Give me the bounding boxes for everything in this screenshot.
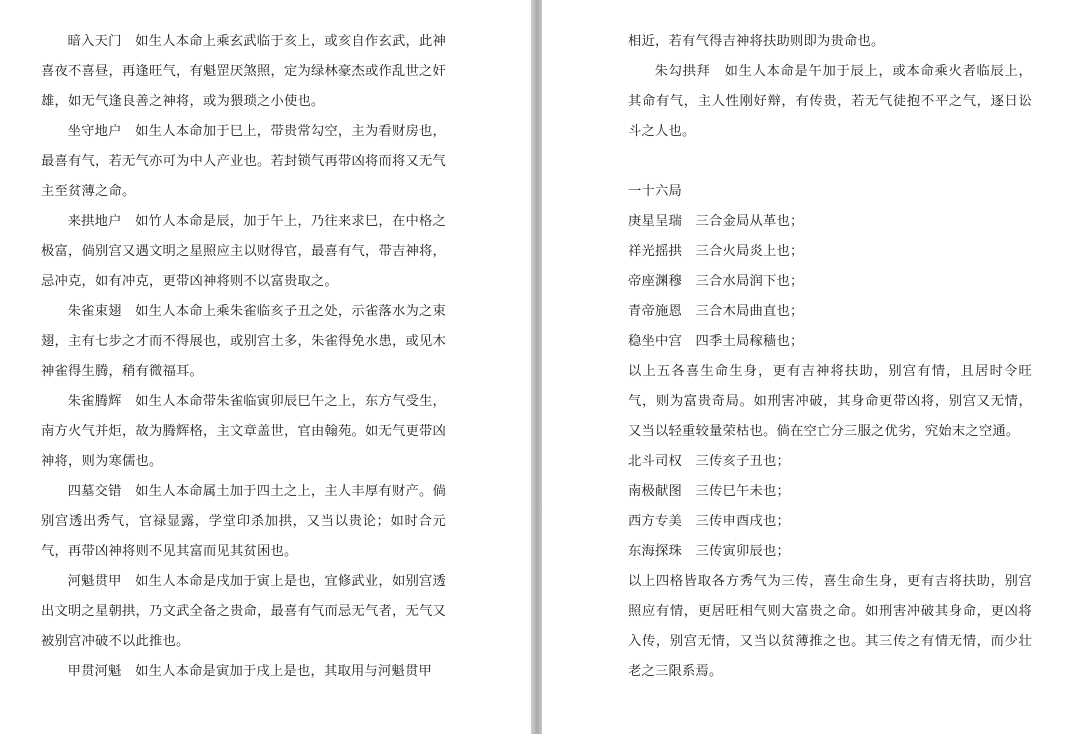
paragraph-lai-gong-di-hu: 来拱地户 如竹人本命是辰，加于午上，乃往来求巳，在中格之极富，倘别宫又遇文明之星照应主以财得官，最喜有气，带吉神将，忌冲克，如有冲克，更带凶神将则不以富贵取之。 [41,214,446,289]
entry-item: 祥光摇拱 三合火局炎上也； [628,244,804,259]
blank-line [628,147,1032,177]
paragraph-an-ru-tian-men: 暗入天门 如生人本命上乘玄武临于亥上，或亥自作玄武，此神喜夜不喜昼，再逢旺气，有魁罡厌煞照，定为绿林豪杰或作乱世之奸雄，如无气逢良善之神将，或为猥琐之小使也。 [41,34,446,109]
entry-item: 庚星呈瑞 三合金局从革也； [628,214,804,229]
paragraph-zhu-que-teng-hui: 朱雀腾辉 如生人本命带朱雀临寅卯辰巳午之上，东方气受生，南方火气并炬，故为腾辉格，主文章盖世，官由翰苑。如无气更带凶神将，则为寒儒也。 [41,394,446,469]
left-text-block [41,27,446,687]
entry-item: 东海探珠 三传寅卯辰也； [628,544,790,559]
left-page [0,0,531,734]
paragraph-zhu-gou-gong-bai: 朱勾拱拜 如生人本命是午加于辰上，或本命乘火者临辰上，其命有气，主人性刚好辩，有传贵，若无气徒抱不平之气，逐日讼斗之人也。 [628,64,1032,139]
summary-paragraph: 以上五各喜生命生身，更有吉神将扶助，别宫有情，且居时令旺气，则为富贵奇局。如刑害冲破，其身命更带凶将，别宫又无情，又当以轻重较量荣枯也。倘在空亡分三服之优劣，究始末之空通。 [628,364,1032,439]
summary-paragraph: 以上四格皆取各方秀气为三传，喜生命生身，更有吉将扶助，别宫照应有情，更居旺相气则大富贵之命。如刑害冲破其身命，更凶将入传，别宫无情，又当以贫薄推之也。其三传之有情无情，而少壮老之三限系焉。 [628,574,1032,679]
page-gutter [531,0,542,734]
right-page [542,0,1083,734]
entry-item: 南极献图 三传巳午未也； [628,484,790,499]
entry-item: 北斗司权 三传亥子丑也； [628,454,790,469]
paragraph-he-kui-guan-jia: 河魁贯甲 如生人本命是戌加于寅上是也，宜修武业，如别宫透出文明之星朝拱，乃文武全备之贵命，最喜有气而忌无气者，无气又被别宫冲破不以此推也。 [41,574,446,649]
entry-item: 稳坐中宫 四季土局稼穑也； [628,334,804,349]
entry-item: 西方专美 三传申酉戌也； [628,514,790,529]
right-text-block [628,27,1032,687]
paragraph-continuation: 相近，若有气得吉神将扶助则即为贵命也。 [628,34,885,49]
paragraph-si-mu-jiao-cuo: 四墓交错 如生人本命属土加于四土之上，主人丰厚有财产。倘别宫透出秀气，官禄显露，学堂印杀加拱，又当以贵论；如时合元气，再带凶神将则不见其富而见其贫困也。 [41,484,446,559]
paragraph-jia-guan-he-kui: 甲贯河魁 如生人本命是寅加于戌上是也，其取用与河魁贯甲 [67,664,433,679]
entry-item: 帝座渊穆 三合水局润下也； [628,274,804,289]
paragraph-zuo-shou-di-hu: 坐守地户 如生人本命加于巳上，带贵常勾空，主为看财房也，最喜有气，若无气亦可为中人产业也。若封锁气再带凶将而将又无气主至贫薄之命。 [41,124,446,199]
entry-item: 青帝施恩 三合木局曲直也； [628,304,804,319]
paragraph-zhu-que-shu-chi: 朱雀束翅 如生人本命上乘朱雀临亥子丑之处，示雀落水为之束翅，主有七步之才而不得展也，或别宫土多，朱雀得免水患，或见木神雀得生腾，稍有微福耳。 [41,304,446,379]
section-title: 一十六局 [628,184,682,199]
